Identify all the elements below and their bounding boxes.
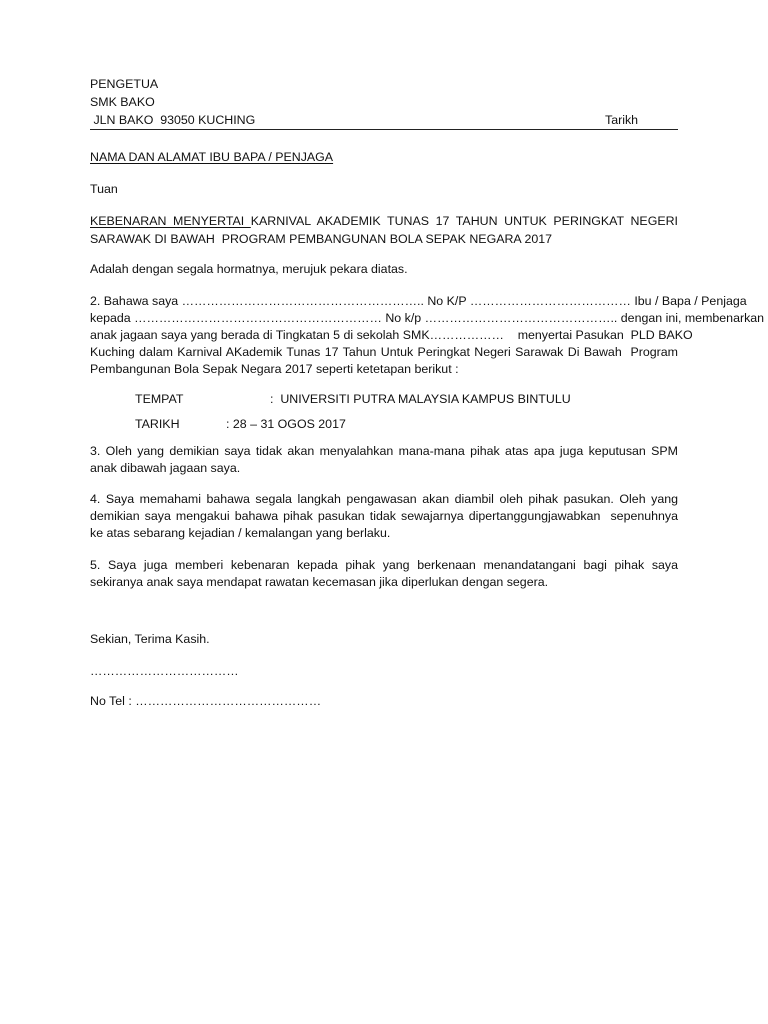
header-rule	[90, 129, 678, 130]
para2-line-1: 2. Bahawa saya ………………………………………………….. No K/P ………………………………… Ibu / Bapa / Penjaga	[90, 294, 747, 308]
para2-line-4: Kuching dalam Karnival AKademik Tunas 17 Tahun Untuk Peringkat Negeri Sarawak Di Bawah Program	[90, 345, 678, 359]
para4-line-1: 4. Saya memahami bahawa segala langkah pengawasan akan diambil oleh pihak pasukan. Oleh yang	[90, 492, 678, 506]
tempat-value: : UNIVERSITI PUTRA MALAYSIA KAMPUS BINTULU	[270, 392, 571, 406]
para5-line-1: 5. Saya juga memberi kebenaran kepada pihak yang berkenaan menandatangani bagi pihak saya	[90, 558, 678, 572]
tarikh-label: TARIKH	[135, 417, 180, 431]
para3-line-2: anak dibawah jagaan saya.	[90, 461, 241, 475]
closing: Sekian, Terima Kasih.	[90, 632, 210, 646]
tarikh-value: : 28 – 31 OGOS 2017	[226, 417, 346, 431]
subject-line-2: SARAWAK DI BAWAH PROGRAM PEMBANGUNAN BOLA SEPAK NEGARA 2017	[90, 232, 553, 246]
recipient-text: NAMA DAN ALAMAT IBU BAPA / PENJAGA	[90, 150, 334, 164]
phone-line: No Tel : ………………………………………	[90, 694, 322, 708]
header-line-2: SMK BAKO	[90, 95, 155, 109]
para3-line-1: 3. Oleh yang demikian saya tidak akan menyalahkan mana-mana pihak atas apa juga keputusan SPM	[90, 444, 678, 458]
para4-line-2: demikian saya mengakui bahawa pihak pasukan tidak sewajarnya dipertanggungjawabkan sepenuhnya	[90, 509, 678, 523]
subject-line-1	[90, 212, 678, 230]
subject-line-1-rest: KARNIVAL AKADEMIK TUNAS 17 TAHUN UNTUK PERINGKAT NEGERI	[250, 214, 678, 228]
salutation: Tuan	[90, 182, 118, 196]
subject-underlined: KEBENARAN MENYERTAI	[90, 214, 251, 228]
para2-line-3: anak jagaan saya yang berada di Tingkatan 5 di sekolah SMK……………… menyertai Pasukan PLD BAKO	[90, 328, 693, 342]
header-line-1: PENGETUA	[90, 77, 159, 91]
tempat-label: TEMPAT	[135, 392, 184, 406]
signature-line: ………………………………	[90, 664, 239, 678]
recipient-heading	[90, 150, 333, 164]
para2-line-2: kepada …………………………………………………… No k/p ……………………………………….. dengan ini, membenarkan	[90, 311, 765, 325]
date-label: Tarikh	[605, 113, 639, 127]
para2-line-5: Pembangunan Bola Sepak Negara 2017 seperti ketetapan berikut :	[90, 362, 459, 376]
opening-sentence: Adalah dengan segala hormatnya, merujuk pekara diatas.	[90, 262, 408, 276]
header-address: JLN BAKO 93050 KUCHING	[90, 113, 256, 127]
para4-line-3: ke atas sebarang kejadian / kemalangan yang berlaku.	[90, 526, 391, 540]
para5-line-2: sekiranya anak saya mendapat rawatan kecemasan jika diperlukan dengan segera.	[90, 575, 549, 589]
